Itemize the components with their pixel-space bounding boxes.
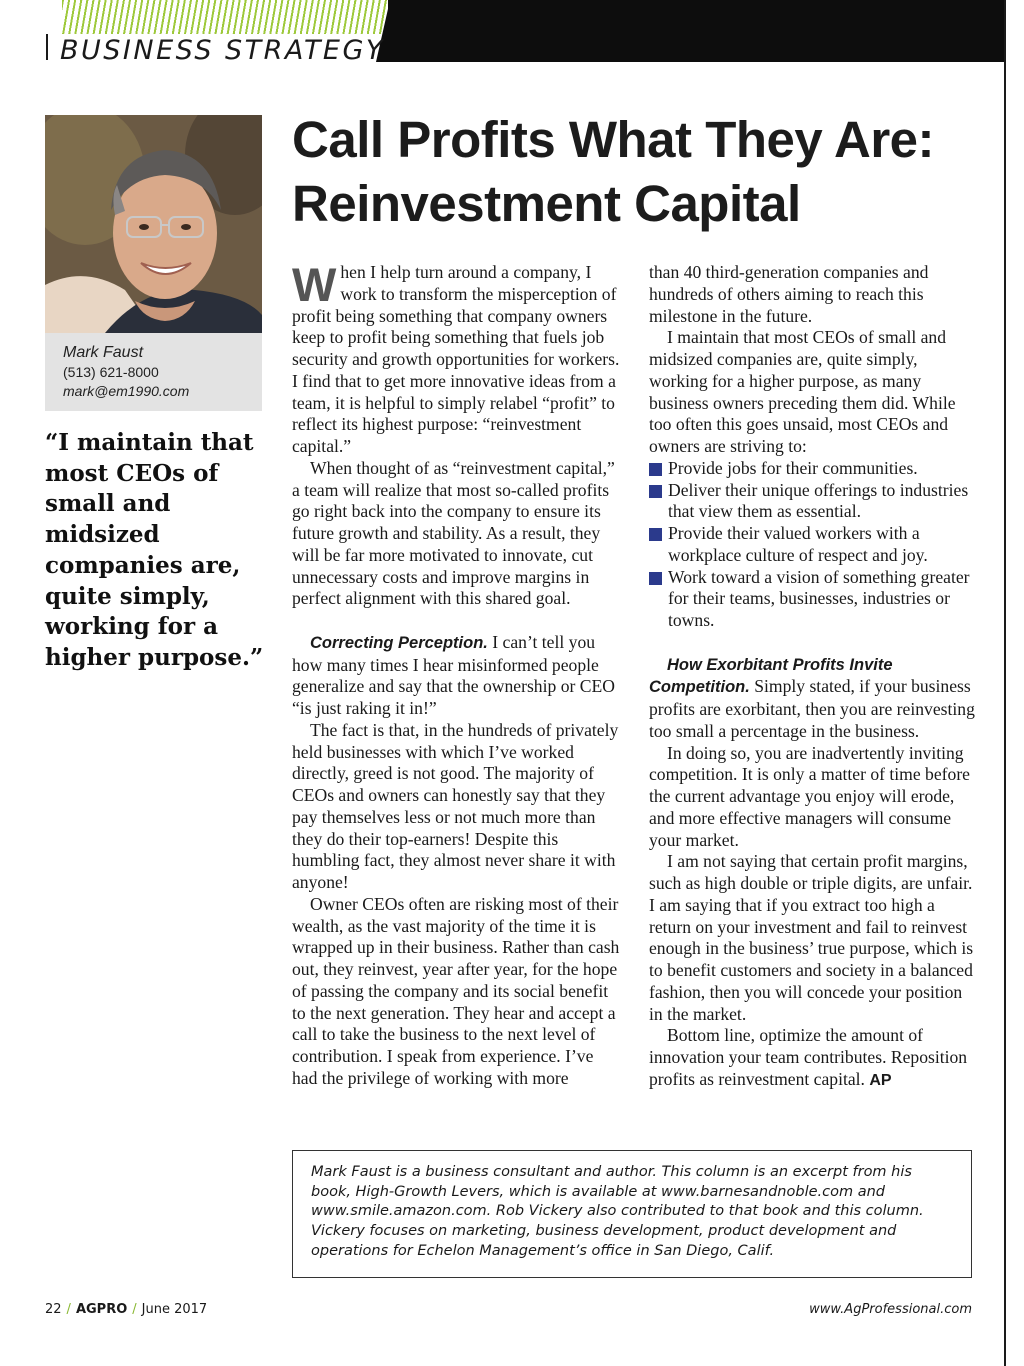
paragraph	[649, 654, 979, 743]
section-label-rule	[46, 34, 48, 60]
paragraph	[292, 258, 622, 458]
end-sign: AP	[869, 1071, 892, 1089]
paragraph-text: I can’t tell you how many times I hear misinformed people generalize and say that the ownership or CEO “is just raking it in!”	[292, 631, 615, 718]
issue-date: June 2017	[141, 1302, 208, 1317]
footer-separator: /	[132, 1302, 137, 1317]
page-number: 22	[45, 1302, 62, 1317]
paragraph: In doing so, you are inadvertently inviting competition. It is only a matter of time before the current advantage you enjoy will erode, and more effective managers will consume your market.	[649, 742, 970, 850]
subhead-exorbitant-profits: How Exorbitant Profits Invite Competition.	[649, 655, 893, 697]
section-label: BUSINESS STRATEGY	[60, 35, 385, 66]
footer-separator: /	[66, 1302, 71, 1317]
article-headline	[292, 108, 992, 236]
paragraph-text: Simply stated, if your business profits are exorbitant, then you are reinvesting too small a percentage in the business.	[649, 676, 975, 741]
paragraph: I maintain that most CEOs of small and midsized companies are, quite simply, working for a higher purpose, as many business owners preceding them did. While too often this goes unsaid, most CEOs and owners are striving to:	[649, 327, 956, 456]
footer-folio	[45, 1302, 207, 1317]
paragraph: Owner CEOs often are risking most of their wealth, as the vast majority of the time it is wrapped up in their business. Rather than cash out, they reinvest, year after year, for the hope of passing the company and its social benefit to the next generation. They hear and accept a call to take the business to the next level of contribution. I speak from experience. I’ve had the privilege of working with more	[292, 893, 620, 1088]
headline-line-2: Reinvestment Capital	[292, 175, 801, 232]
body-column-2	[649, 262, 979, 1092]
author-phone: (513) 621-8000	[63, 364, 159, 380]
paragraph: When thought of as “reinvestment capital,” a team will realize that most so-called profits go right back into the company to ensure its future growth and stability. As a result, they will be far more motivated to innovate, cut unnecessary costs and improve margins in perfect alignment with this shared goal.	[292, 457, 615, 609]
author-portrait	[45, 115, 262, 333]
bullet-list	[649, 458, 979, 632]
headline-line-1: Call Profits What They Are:	[292, 111, 935, 168]
author-card	[45, 115, 262, 411]
page-edge-rule	[1004, 0, 1006, 1366]
author-portrait-illustration	[45, 115, 262, 333]
drop-cap: W	[292, 258, 337, 311]
paragraph-text: Bottom line, optimize the amount of innovation your team contributes. Reposition profits as reinvestment capital.	[649, 1025, 968, 1089]
subhead-correcting-perception: Correcting Perception.	[310, 633, 488, 652]
paragraph	[649, 1025, 979, 1091]
spacer	[292, 610, 622, 632]
green-hatch-decoration	[62, 0, 402, 34]
pull-quote: “I maintain that most CEOs of small and midsized companies are, quite simply, working for a higher purpose.”	[45, 429, 264, 671]
author-contact	[63, 343, 189, 401]
paragraph	[292, 632, 622, 720]
bullet-item: Provide jobs for their communities.	[649, 458, 979, 480]
paragraph: The fact is that, in the hundreds of privately held businesses with which I’ve worked directly, greed is not good. The majority of CEOs and owners can honestly say that they pay themselves less or not much more than they do their top-earners! Despite this humbling fact, they almost never share it with anyone!	[292, 719, 619, 892]
bullet-item: Work toward a vision of something greater for their teams, businesses, industries or towns.	[649, 567, 979, 632]
header-black-band	[388, 0, 1004, 62]
section-header-bar	[0, 0, 1004, 66]
author-email: mark@em1990.com	[63, 383, 190, 399]
paragraph: than 40 third-generation companies and hundreds of others aiming to reach this milestone in the future.	[649, 262, 929, 326]
spacer	[649, 632, 979, 654]
magazine-brand: AGPRO	[75, 1302, 128, 1317]
author-name: Mark Faust	[63, 344, 144, 361]
body-column-1	[292, 258, 622, 1090]
bullet-item: Deliver their unique offerings to industries that view them as essential.	[649, 480, 979, 524]
paragraph: I am not saying that certain profit margins, such as high double or triple digits, are unfair. I am saying that if you extract too high a return on your investment and fail to reinvest enough in the business’ true purpose, which is to benefit customers and society in a balanced fashion, then you will concede your position in the market.	[649, 851, 974, 1024]
bullet-item: Provide their valued workers with a workplace culture of respect and joy.	[649, 523, 979, 567]
author-bio-box: Mark Faust is a business consultant and author. This column is an excerpt from his book, High-Growth Levers, which is available at www.barnesandnoble.com and www.smile.amazon.com. Rob Vickery also contributed to that book and this column. Vickery focuses on marketing, business development, product development and operations for Echelon Management’s office in San Diego, Calif.	[292, 1150, 972, 1278]
paragraph-text: hen I help turn around a company, I work to transform the misperception of profit being something that company owners keep to profit being something that fuels job security and growth opportunities for workers. I find that to get more innovative ideas from a team, it is helpful to simply relabel “profit” to reflect its highest purpose: “reinvestment capital.”	[292, 262, 620, 456]
footer-website: www.AgProfessional.com	[809, 1302, 972, 1317]
